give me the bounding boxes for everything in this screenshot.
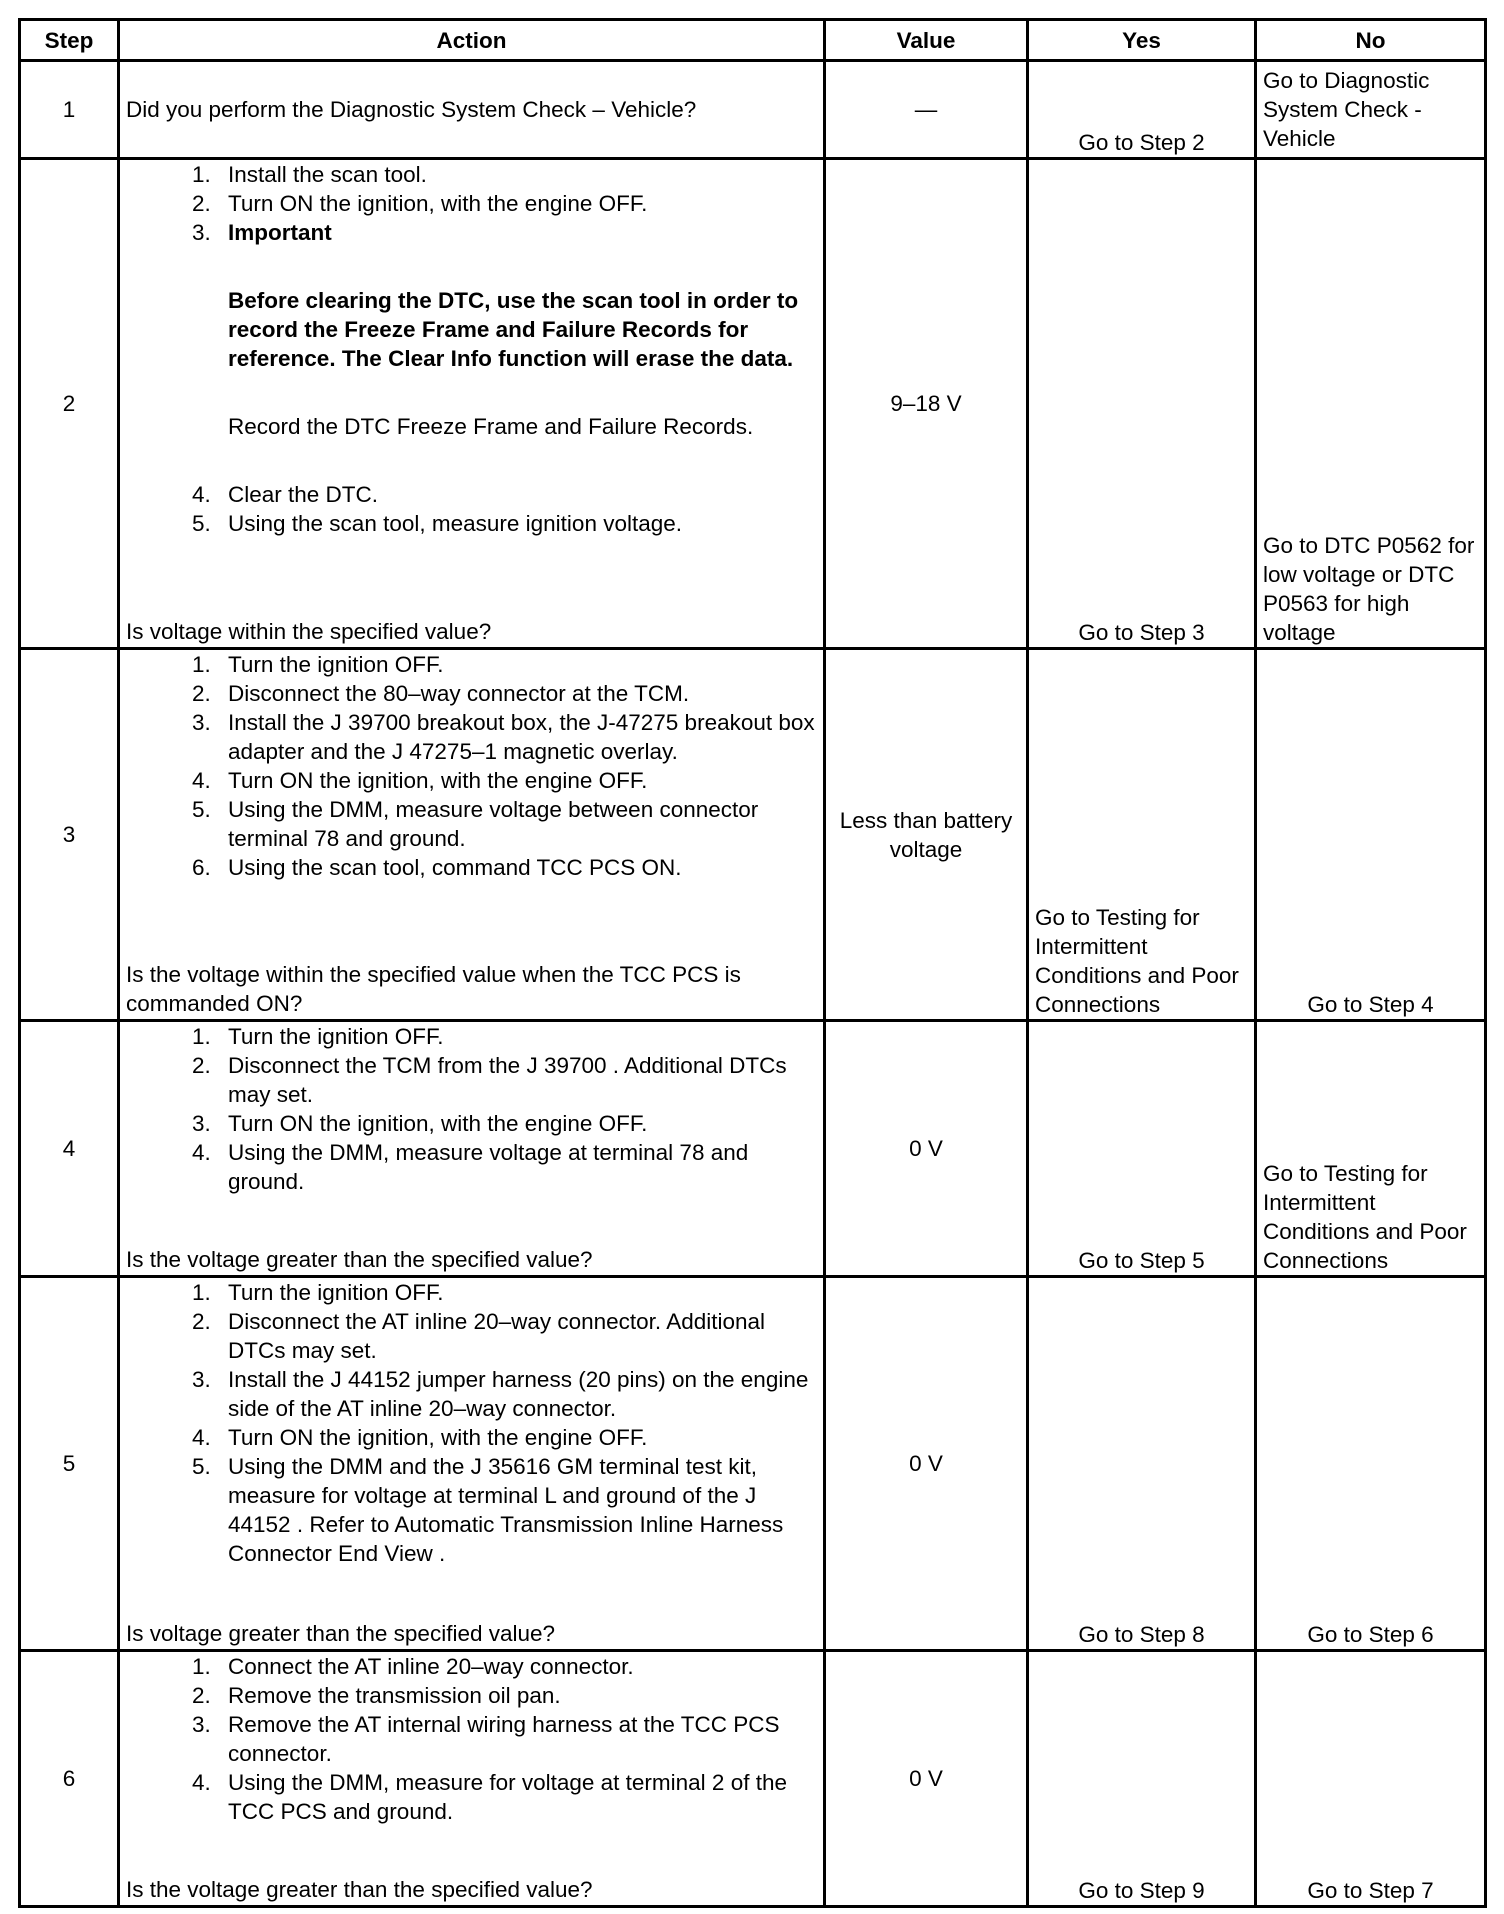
step-number: 5: [20, 1277, 119, 1651]
table-row-step-2: [20, 159, 1486, 649]
table-row-step-1: [20, 61, 1486, 159]
value-cell: 0 V: [825, 1277, 1028, 1651]
step-number: 2: [20, 159, 119, 649]
list-item: 5. Using the DMM, measure voltage between connector terminal 78 and ground.: [192, 797, 759, 851]
no-cell: Go to Step 7: [1256, 1651, 1486, 1907]
action-list: [126, 160, 817, 247]
yes-cell: Go to Step 9: [1028, 1651, 1256, 1907]
table-row-step-6: [20, 1651, 1486, 1907]
action-list-continued: [126, 480, 817, 538]
yes-cell: Go to Step 5: [1028, 1021, 1256, 1277]
record-instruction: Record the DTC Freeze Frame and Failure Records.: [228, 414, 754, 439]
value-cell: 0 V: [825, 1021, 1028, 1277]
list-item: 3. Important: [192, 220, 332, 245]
value-cell: 0 V: [825, 1651, 1028, 1907]
value-cell: —: [825, 61, 1028, 159]
action-question: Is voltage within the specified value?: [126, 619, 492, 644]
yes-cell: Go to Step 8: [1028, 1277, 1256, 1651]
yes-cell: Go to Step 3: [1028, 159, 1256, 649]
action-cell: [119, 1277, 825, 1651]
action-cell: [119, 159, 825, 649]
important-note: Before clearing the DTC, use the scan tool in order to record the Freeze Frame and Failure Records for reference. The Clear Info function will erase the data.: [228, 288, 799, 371]
action-question: Is the voltage within the specified value when the TCC PCS is commanded ON?: [126, 962, 741, 1016]
list-item: 3. Install the J 39700 breakout box, the J-47275 breakout box adapter and the J 47275–1 magnetic overlay.: [192, 710, 815, 764]
list-item: 5. Using the DMM and the J 35616 GM terminal test kit, measure for voltage at terminal L and ground of the J 44152 . Refer to Automatic Transmission Inline Harness Connector End View .: [192, 1454, 784, 1566]
action-list: [126, 1022, 817, 1196]
list-item: 1. Turn the ignition OFF.: [192, 652, 444, 677]
value-cell: Less than battery voltage: [825, 649, 1028, 1021]
list-item: 1. Turn the ignition OFF.: [192, 1024, 444, 1049]
no-cell: Go to Diagnostic System Check - Vehicle: [1256, 61, 1486, 159]
action-question: Is the voltage greater than the specified value?: [126, 1877, 593, 1902]
yes-cell: Go to Testing for Intermittent Conditions and Poor Connections: [1028, 649, 1256, 1021]
no-cell: Go to Step 4: [1256, 649, 1486, 1021]
action-question: Did you perform the Diagnostic System Check – Vehicle?: [119, 61, 825, 159]
value-cell: 9–18 V: [825, 159, 1028, 649]
header-row: [20, 20, 1486, 61]
no-cell: Go to Testing for Intermittent Conditions and Poor Connections: [1256, 1021, 1486, 1277]
step-number: 4: [20, 1021, 119, 1277]
diagnostic-table: [18, 18, 1487, 1908]
action-list: [126, 1278, 817, 1568]
header-yes: Yes: [1028, 20, 1256, 61]
step-number: 3: [20, 649, 119, 1021]
table-row-step-4: [20, 1021, 1486, 1277]
action-cell: [119, 1651, 825, 1907]
list-item: 2. Disconnect the AT inline 20–way connector. Additional DTCs may set.: [192, 1309, 766, 1363]
list-item: 4. Using the DMM, measure voltage at terminal 78 and ground.: [192, 1140, 749, 1194]
list-item: 4. Clear the DTC.: [192, 482, 379, 507]
action-cell: [119, 649, 825, 1021]
list-item: 4. Turn ON the ignition, with the engine OFF.: [192, 768, 648, 793]
list-item: 2. Remove the transmission oil pan.: [192, 1683, 561, 1708]
list-item: 5. Using the scan tool, measure ignition voltage.: [192, 511, 683, 536]
action-list: [126, 650, 817, 882]
action-list: [126, 1652, 817, 1826]
step-number: 6: [20, 1651, 119, 1907]
list-item: 3. Turn ON the ignition, with the engine OFF.: [192, 1111, 648, 1136]
list-item: 4. Using the DMM, measure for voltage at terminal 2 of the TCC PCS and ground.: [192, 1770, 787, 1824]
action-question: Is voltage greater than the specified value?: [126, 1621, 556, 1646]
list-item: 1. Turn the ignition OFF.: [192, 1280, 444, 1305]
list-item: 2. Disconnect the 80–way connector at the TCM.: [192, 681, 690, 706]
table-row-step-5: [20, 1277, 1486, 1651]
step-number: 1: [20, 61, 119, 159]
list-item: 3. Install the J 44152 jumper harness (20 pins) on the engine side of the AT inline 20–way connector.: [192, 1367, 809, 1421]
list-item: 2. Disconnect the TCM from the J 39700 . Additional DTCs may set.: [192, 1053, 787, 1107]
no-cell: Go to DTC P0562 for low voltage or DTC P0563 for high voltage: [1256, 159, 1486, 649]
action-cell: [119, 1021, 825, 1277]
list-item: 2. Turn ON the ignition, with the engine OFF.: [192, 191, 648, 216]
list-item: 1. Connect the AT inline 20–way connector.: [192, 1654, 634, 1679]
header-value: Value: [825, 20, 1028, 61]
header-no: No: [1256, 20, 1486, 61]
yes-cell: Go to Step 2: [1028, 61, 1256, 159]
no-cell: Go to Step 6: [1256, 1277, 1486, 1651]
list-item: 1. Install the scan tool.: [192, 162, 427, 187]
list-item: 6. Using the scan tool, command TCC PCS ON.: [192, 855, 682, 880]
table-row-step-3: [20, 649, 1486, 1021]
list-item: 3. Remove the AT internal wiring harness at the TCC PCS connector.: [192, 1712, 780, 1766]
header-step: Step: [20, 20, 119, 61]
action-question: Is the voltage greater than the specified value?: [126, 1247, 593, 1272]
header-action: Action: [119, 20, 825, 61]
list-item: 4. Turn ON the ignition, with the engine OFF.: [192, 1425, 648, 1450]
